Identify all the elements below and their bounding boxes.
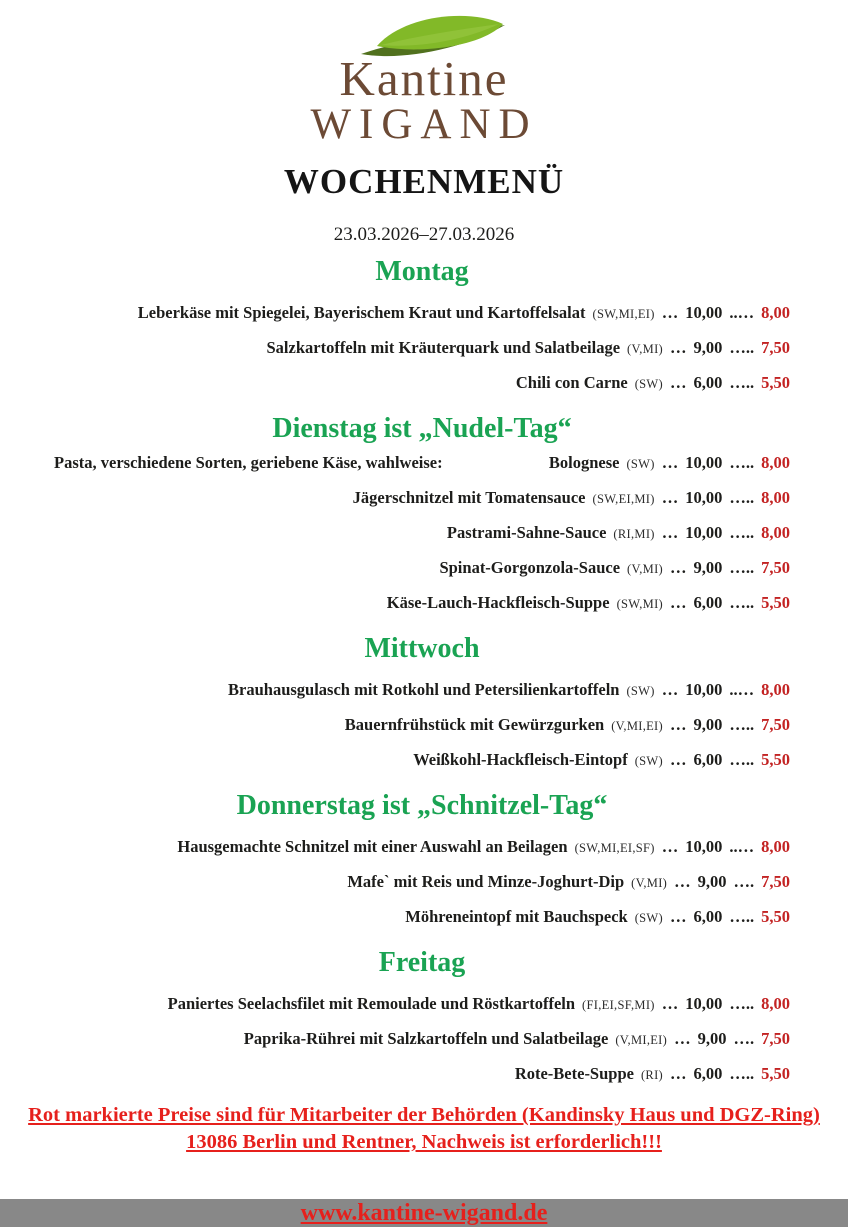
dots-separator: ..… [729, 303, 755, 322]
regular-price: 10,00 [685, 303, 723, 322]
menu-item-row [54, 551, 790, 586]
allergen-codes: (V,MI) [627, 342, 663, 356]
menu-item [447, 523, 790, 542]
item-name: Paprika-Rührei mit Salzkartoffeln und Salatbeilage [243, 1029, 609, 1048]
day-heading: Freitag [378, 947, 466, 978]
dots-separator: …. [733, 1029, 755, 1048]
day-heading: Donnerstag ist „Schnitzel-Tag“ [236, 790, 608, 821]
menu-item [244, 1029, 790, 1048]
menu-item [347, 872, 790, 891]
dots-separator: ..… [729, 837, 755, 856]
dots-separator: … [670, 750, 687, 769]
price-notice-line2: 13086 Berlin und Rentner, Nachweis ist erforderlich!!! [186, 1131, 662, 1153]
item-name: Bolognese [548, 453, 620, 472]
item-name: Käse-Lauch-Hackfleisch-Suppe [386, 593, 610, 612]
dots-separator: … [670, 907, 687, 926]
dots-separator: … [674, 872, 691, 891]
allergen-codes: (V,MI,EI) [615, 1033, 668, 1047]
allergen-codes: (SW,MI) [616, 597, 663, 611]
reduced-price: 8,00 [761, 680, 790, 699]
dots-separator: ..… [729, 680, 755, 699]
regular-price: 6,00 [693, 593, 723, 612]
dots-separator: … [661, 680, 679, 699]
allergen-codes: (SW,MI,EI,SF) [574, 841, 655, 855]
dots-separator: …. [733, 872, 755, 891]
item-name: Salzkartoffeln mit Kräuterquark und Salatbeilage [266, 338, 621, 357]
regular-price: 10,00 [685, 488, 723, 507]
item-name: Hausgemachte Schnitzel mit einer Auswahl an Beilagen [177, 837, 568, 856]
item-name: Leberkäse mit Spiegelei, Bayerischem Kraut und Kartoffelsalat [137, 303, 586, 322]
day-section [54, 947, 790, 1092]
menu-item-row [54, 865, 790, 900]
allergen-codes: (SW) [634, 911, 663, 925]
allergen-codes: (SW,EI,MI) [592, 492, 655, 506]
dots-separator: … [661, 453, 679, 472]
dots-separator: … [670, 558, 687, 577]
regular-price: 6,00 [693, 1064, 723, 1083]
reduced-price: 8,00 [761, 303, 790, 322]
regular-price: 10,00 [685, 453, 723, 472]
menu-item [387, 593, 790, 612]
allergen-codes: (V,MI,EI) [611, 719, 663, 733]
reduced-price: 7,50 [761, 1029, 790, 1048]
day-heading: Dienstag ist „Nudel-Tag“ [272, 413, 572, 444]
regular-price: 9,00 [697, 1029, 727, 1048]
regular-price: 9,00 [693, 338, 723, 357]
regular-price: 10,00 [685, 680, 723, 699]
day-section [54, 633, 790, 778]
reduced-price: 7,50 [761, 715, 790, 734]
dots-separator: … [661, 994, 679, 1013]
reduced-price: 5,50 [761, 373, 790, 392]
reduced-price: 8,00 [761, 453, 790, 472]
dots-separator: ….. [729, 523, 755, 542]
dots-separator: … [670, 715, 687, 734]
day-heading: Mittwoch [364, 633, 480, 664]
menu-item [515, 1064, 790, 1083]
menu-item [177, 837, 790, 856]
menu-item-row [54, 516, 790, 551]
price-notice [0, 1102, 848, 1156]
reduced-price: 5,50 [761, 1064, 790, 1083]
dots-separator: … [670, 373, 687, 392]
allergen-codes: (RI,MI) [613, 527, 655, 541]
allergen-codes: (V,MI) [627, 562, 663, 576]
item-prefix: Pasta, verschiedene Sorten, geriebene Käse, wahlweise: [54, 453, 443, 472]
reduced-price: 7,50 [761, 558, 790, 577]
menu-item [228, 680, 790, 699]
day-heading: Montag [375, 256, 469, 287]
dots-separator: … [661, 303, 679, 322]
reduced-price: 8,00 [761, 523, 790, 542]
dots-separator: ….. [729, 558, 755, 577]
dots-separator: … [674, 1029, 691, 1048]
item-name: Pastrami-Sahne-Sauce [446, 523, 607, 542]
menu-item-row [54, 673, 790, 708]
allergen-codes: (SW) [626, 457, 655, 471]
dots-separator: ….. [729, 453, 755, 472]
day-section [54, 413, 790, 621]
regular-price: 10,00 [685, 837, 723, 856]
dots-separator: ….. [729, 1064, 755, 1083]
allergen-codes: (FI,EI,SF,MI) [582, 998, 655, 1012]
dots-separator: ….. [729, 994, 755, 1013]
menu-item-row [54, 446, 790, 481]
reduced-price: 5,50 [761, 593, 790, 612]
menu-item-row [54, 331, 790, 366]
dots-separator: … [661, 523, 679, 542]
reduced-price: 7,50 [761, 872, 790, 891]
allergen-codes: (RI) [640, 1068, 663, 1082]
menu-item [345, 715, 790, 734]
footer [0, 1102, 848, 1227]
item-name: Weißkohl-Hackfleisch-Eintopf [413, 750, 628, 769]
menu-item-row [54, 1057, 790, 1092]
allergen-codes: (SW) [634, 754, 663, 768]
menu-item-row [54, 366, 790, 401]
day-section [54, 790, 790, 935]
menu-item [138, 303, 790, 322]
item-name: Spinat-Gorgonzola-Sauce [439, 558, 621, 577]
menu-item [168, 994, 790, 1013]
item-name: Paniertes Seelachsfilet mit Remoulade und Röstkartoffeln [167, 994, 576, 1013]
reduced-price: 5,50 [761, 750, 790, 769]
dots-separator: … [670, 1064, 687, 1083]
item-name: Mafe` mit Reis und Minze-Joghurt-Dip [347, 872, 625, 891]
regular-price: 6,00 [693, 750, 723, 769]
menu-item [413, 750, 790, 769]
menu-item [549, 446, 790, 481]
dots-separator: ….. [729, 488, 755, 507]
reduced-price: 8,00 [761, 488, 790, 507]
header [0, 0, 848, 246]
item-name: Chili con Carne [515, 373, 628, 392]
regular-price: 9,00 [693, 558, 723, 577]
reduced-price: 8,00 [761, 837, 790, 856]
regular-price: 6,00 [693, 373, 723, 392]
item-name: Bauernfrühstück mit Gewürzgurken [344, 715, 605, 734]
menu-item [516, 373, 790, 392]
dots-separator: ….. [729, 593, 755, 612]
menu-item-row [54, 900, 790, 935]
day-section [54, 256, 790, 401]
reduced-price: 7,50 [761, 338, 790, 357]
menu-item [267, 338, 791, 357]
item-name: Brauhausgulasch mit Rotkohl und Petersilienkartoffeln [228, 680, 620, 699]
dots-separator: ….. [729, 373, 755, 392]
allergen-codes: (SW,MI,EI) [592, 307, 655, 321]
regular-price: 9,00 [697, 872, 727, 891]
dots-separator: … [670, 593, 687, 612]
allergen-codes: (V,MI) [631, 876, 668, 890]
menu-item [439, 558, 790, 577]
regular-price: 10,00 [685, 523, 723, 542]
dots-separator: ….. [729, 715, 755, 734]
menu-item-row [54, 830, 790, 865]
logo-kantine: Kantine [339, 51, 509, 106]
item-name: Möhreneintopf mit Bauchspeck [405, 907, 628, 926]
dots-separator: ….. [729, 907, 755, 926]
price-notice-line1: Rot markierte Preise sind für Mitarbeiter der Behörden (Kandinsky Haus und DGZ-Ring) [28, 1104, 820, 1126]
item-name: Jägerschnitzel mit Tomatensauce [352, 488, 586, 507]
dots-separator: … [670, 338, 687, 357]
menu-item [353, 488, 790, 507]
item-name: Rote-Bete-Suppe [514, 1064, 634, 1083]
page-title: WOCHENMENÜ [283, 162, 565, 201]
menu-item-row [54, 743, 790, 778]
menu-item-row [54, 296, 790, 331]
menu-item-row [54, 1022, 790, 1057]
allergen-codes: (SW) [626, 684, 655, 698]
website-link[interactable]: www.kantine-wigand.de [300, 1200, 548, 1226]
regular-price: 6,00 [693, 907, 723, 926]
menu-days [0, 256, 848, 1092]
dots-separator: … [661, 837, 679, 856]
dots-separator: ….. [729, 750, 755, 769]
menu-item-row [54, 586, 790, 621]
dots-separator: ….. [729, 338, 755, 357]
logo-wigand: WIGAND [310, 101, 538, 148]
regular-price: 9,00 [693, 715, 723, 734]
regular-price: 10,00 [685, 994, 723, 1013]
reduced-price: 5,50 [761, 907, 790, 926]
reduced-price: 8,00 [761, 994, 790, 1013]
dots-separator: … [661, 488, 679, 507]
menu-item-row [54, 481, 790, 516]
menu-item [405, 907, 790, 926]
menu-item-row [54, 708, 790, 743]
menu-item-row [54, 987, 790, 1022]
date-range: 23.03.2026–27.03.2026 [333, 224, 515, 245]
allergen-codes: (SW) [634, 377, 663, 391]
